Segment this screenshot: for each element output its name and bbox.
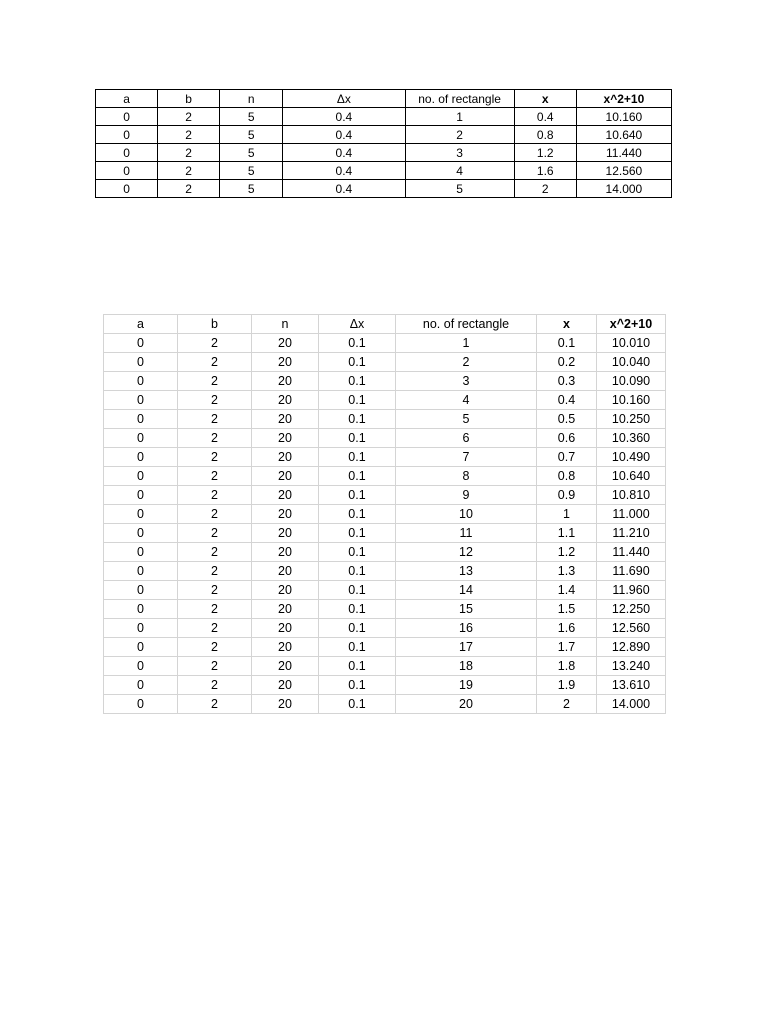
column-header-a: a bbox=[96, 90, 158, 108]
table-cell: 2 bbox=[158, 180, 220, 198]
rectangle-table-n5 bbox=[95, 89, 672, 198]
table-row bbox=[104, 619, 666, 638]
table-cell: 0.1 bbox=[319, 410, 396, 429]
table-cell: 0 bbox=[104, 600, 178, 619]
table-cell: 0 bbox=[104, 334, 178, 353]
table-cell: 2 bbox=[178, 619, 252, 638]
table-cell: 0.1 bbox=[319, 562, 396, 581]
table-cell: 1.3 bbox=[537, 562, 597, 581]
table-cell: 20 bbox=[252, 448, 319, 467]
table-cell: 8 bbox=[396, 467, 537, 486]
table-cell: 20 bbox=[252, 353, 319, 372]
table-cell: 11.440 bbox=[597, 543, 666, 562]
table-cell: 11.000 bbox=[597, 505, 666, 524]
table-cell: 20 bbox=[252, 543, 319, 562]
table-cell: 1.5 bbox=[537, 600, 597, 619]
table-cell: 20 bbox=[252, 429, 319, 448]
table-cell: 4 bbox=[405, 162, 514, 180]
table-row bbox=[104, 391, 666, 410]
table-row bbox=[104, 372, 666, 391]
table-cell: 0.1 bbox=[319, 543, 396, 562]
table-cell: 1.7 bbox=[537, 638, 597, 657]
table-cell: 20 bbox=[252, 638, 319, 657]
column-header-function-value: x^2+10 bbox=[576, 90, 671, 108]
table-cell: 0 bbox=[104, 486, 178, 505]
table-cell: 2 bbox=[178, 410, 252, 429]
table-cell: 13 bbox=[396, 562, 537, 581]
table-cell: 3 bbox=[405, 144, 514, 162]
table-cell: 17 bbox=[396, 638, 537, 657]
table-cell: 7 bbox=[396, 448, 537, 467]
table-cell: 19 bbox=[396, 676, 537, 695]
table-cell: 0 bbox=[104, 448, 178, 467]
table-cell: 0.1 bbox=[319, 581, 396, 600]
table-cell: 2 bbox=[178, 695, 252, 714]
table-cell: 0 bbox=[104, 695, 178, 714]
table-cell: 0.1 bbox=[319, 657, 396, 676]
table-cell: 0.3 bbox=[537, 372, 597, 391]
table-cell: 1.8 bbox=[537, 657, 597, 676]
table-row bbox=[104, 467, 666, 486]
table-cell: 2 bbox=[178, 581, 252, 600]
table-row bbox=[96, 144, 672, 162]
table-cell: 16 bbox=[396, 619, 537, 638]
table-row bbox=[104, 638, 666, 657]
table-cell: 0 bbox=[104, 524, 178, 543]
table-cell: 5 bbox=[220, 108, 283, 126]
table-cell: 0 bbox=[104, 410, 178, 429]
table-cell: 3 bbox=[396, 372, 537, 391]
table-cell: 2 bbox=[178, 600, 252, 619]
table-cell: 2 bbox=[178, 562, 252, 581]
table-cell: 0 bbox=[96, 108, 158, 126]
table-cell: 0 bbox=[104, 372, 178, 391]
table-cell: 13.610 bbox=[597, 676, 666, 695]
table-row bbox=[104, 353, 666, 372]
rectangle-table-n20 bbox=[103, 314, 666, 714]
table-cell: 20 bbox=[252, 410, 319, 429]
table-cell: 0 bbox=[104, 467, 178, 486]
column-header-x: x bbox=[537, 315, 597, 334]
column-header-n: n bbox=[220, 90, 283, 108]
column-header-b: b bbox=[178, 315, 252, 334]
table-row bbox=[104, 695, 666, 714]
table-row bbox=[96, 180, 672, 198]
table-cell: 0.4 bbox=[283, 126, 405, 144]
table-cell: 0.1 bbox=[319, 505, 396, 524]
table-row bbox=[104, 581, 666, 600]
table-row bbox=[104, 410, 666, 429]
table-cell: 1.6 bbox=[514, 162, 576, 180]
table-cell: 10.010 bbox=[597, 334, 666, 353]
table-cell: 1 bbox=[537, 505, 597, 524]
table-cell: 10.490 bbox=[597, 448, 666, 467]
table-cell: 10 bbox=[396, 505, 537, 524]
table-cell: 20 bbox=[252, 581, 319, 600]
table-cell: 0.1 bbox=[319, 676, 396, 695]
table-row bbox=[104, 505, 666, 524]
table-cell: 5 bbox=[220, 162, 283, 180]
table-cell: 0.1 bbox=[319, 638, 396, 657]
column-header-a: a bbox=[104, 315, 178, 334]
table-cell: 0.4 bbox=[514, 108, 576, 126]
table-cell: 2 bbox=[178, 372, 252, 391]
table-cell: 9 bbox=[396, 486, 537, 505]
table-cell: 1 bbox=[405, 108, 514, 126]
table-cell: 5 bbox=[405, 180, 514, 198]
table-row bbox=[104, 543, 666, 562]
table-cell: 2 bbox=[158, 126, 220, 144]
table-cell: 5 bbox=[220, 126, 283, 144]
table-cell: 1.4 bbox=[537, 581, 597, 600]
table-cell: 11.440 bbox=[576, 144, 671, 162]
column-header-n: n bbox=[252, 315, 319, 334]
table-cell: 0.4 bbox=[283, 180, 405, 198]
table-cell: 20 bbox=[252, 695, 319, 714]
table-cell: 20 bbox=[252, 334, 319, 353]
table-cell: 2 bbox=[178, 429, 252, 448]
table-cell: 2 bbox=[178, 467, 252, 486]
table-cell: 11.690 bbox=[597, 562, 666, 581]
table-cell: 5 bbox=[396, 410, 537, 429]
table-cell: 12.890 bbox=[597, 638, 666, 657]
table-cell: 2 bbox=[178, 353, 252, 372]
table-cell: 2 bbox=[178, 543, 252, 562]
table-cell: 0.1 bbox=[537, 334, 597, 353]
table-row bbox=[104, 486, 666, 505]
table-cell: 14 bbox=[396, 581, 537, 600]
table-cell: 10.090 bbox=[597, 372, 666, 391]
table-cell: 0 bbox=[104, 657, 178, 676]
table-header bbox=[96, 90, 672, 108]
table-cell: 2 bbox=[396, 353, 537, 372]
table-cell: 12.250 bbox=[597, 600, 666, 619]
column-header-delta-x: Δx bbox=[319, 315, 396, 334]
table-cell: 2 bbox=[178, 638, 252, 657]
table-row bbox=[104, 676, 666, 695]
table-cell: 0.1 bbox=[319, 448, 396, 467]
table-header bbox=[104, 315, 666, 334]
table-cell: 11.960 bbox=[597, 581, 666, 600]
table-cell: 0 bbox=[104, 505, 178, 524]
table-cell: 12 bbox=[396, 543, 537, 562]
table-cell: 0 bbox=[104, 353, 178, 372]
table-row bbox=[104, 334, 666, 353]
table-cell: 20 bbox=[252, 676, 319, 695]
table-cell: 11 bbox=[396, 524, 537, 543]
table-cell: 1.2 bbox=[537, 543, 597, 562]
table-cell: 10.040 bbox=[597, 353, 666, 372]
table-cell: 0 bbox=[104, 562, 178, 581]
table-cell: 1.2 bbox=[514, 144, 576, 162]
table-row bbox=[104, 600, 666, 619]
table-cell: 10.250 bbox=[597, 410, 666, 429]
table-cell: 14.000 bbox=[576, 180, 671, 198]
table-cell: 1.6 bbox=[537, 619, 597, 638]
table-cell: 2 bbox=[178, 657, 252, 676]
table-cell: 20 bbox=[396, 695, 537, 714]
table-cell: 2 bbox=[178, 391, 252, 410]
table-cell: 2 bbox=[537, 695, 597, 714]
column-header-delta-x: Δx bbox=[283, 90, 405, 108]
table-cell: 6 bbox=[396, 429, 537, 448]
table-cell: 10.810 bbox=[597, 486, 666, 505]
table-cell: 10.360 bbox=[597, 429, 666, 448]
table-cell: 20 bbox=[252, 372, 319, 391]
table-cell: 0.4 bbox=[283, 108, 405, 126]
table-row bbox=[104, 429, 666, 448]
table-body bbox=[96, 108, 672, 198]
table-cell: 0 bbox=[104, 543, 178, 562]
table-cell: 5 bbox=[220, 180, 283, 198]
table-row bbox=[104, 524, 666, 543]
table-cell: 13.240 bbox=[597, 657, 666, 676]
table-cell: 0.1 bbox=[319, 486, 396, 505]
table-cell: 0.8 bbox=[537, 467, 597, 486]
header-row bbox=[104, 315, 666, 334]
table-cell: 2 bbox=[178, 448, 252, 467]
table-row bbox=[96, 126, 672, 144]
table-cell: 0.5 bbox=[537, 410, 597, 429]
table-cell: 10.160 bbox=[597, 391, 666, 410]
table-cell: 4 bbox=[396, 391, 537, 410]
table-cell: 15 bbox=[396, 600, 537, 619]
table-cell: 20 bbox=[252, 562, 319, 581]
table-cell: 0.7 bbox=[537, 448, 597, 467]
table-cell: 0 bbox=[104, 676, 178, 695]
table-cell: 20 bbox=[252, 524, 319, 543]
table-cell: 2 bbox=[158, 162, 220, 180]
table-cell: 0.1 bbox=[319, 353, 396, 372]
table-cell: 0.4 bbox=[537, 391, 597, 410]
table-cell: 20 bbox=[252, 505, 319, 524]
table-cell: 2 bbox=[158, 144, 220, 162]
table-cell: 0 bbox=[104, 638, 178, 657]
table-cell: 2 bbox=[178, 676, 252, 695]
table-cell: 10.640 bbox=[597, 467, 666, 486]
table-cell: 1.1 bbox=[537, 524, 597, 543]
column-header-rectangle-number: no. of rectangle bbox=[396, 315, 537, 334]
table-row bbox=[104, 562, 666, 581]
table-cell: 0.9 bbox=[537, 486, 597, 505]
table-row bbox=[104, 657, 666, 676]
table-cell: 0.1 bbox=[319, 695, 396, 714]
table-cell: 20 bbox=[252, 486, 319, 505]
table-cell: 0.1 bbox=[319, 467, 396, 486]
table-cell: 20 bbox=[252, 600, 319, 619]
column-header-rectangle-number: no. of rectangle bbox=[405, 90, 514, 108]
table-cell: 0 bbox=[96, 126, 158, 144]
table-cell: 0.1 bbox=[319, 429, 396, 448]
table-cell: 0.1 bbox=[319, 524, 396, 543]
table-cell: 0.1 bbox=[319, 600, 396, 619]
table-cell: 0 bbox=[104, 581, 178, 600]
table-cell: 11.210 bbox=[597, 524, 666, 543]
column-header-x: x bbox=[514, 90, 576, 108]
table-cell: 18 bbox=[396, 657, 537, 676]
table-cell: 1.9 bbox=[537, 676, 597, 695]
table-body bbox=[104, 334, 666, 714]
table-cell: 0 bbox=[96, 144, 158, 162]
table-cell: 0 bbox=[104, 429, 178, 448]
table-cell: 0.2 bbox=[537, 353, 597, 372]
table-cell: 0 bbox=[96, 162, 158, 180]
table-cell: 0.1 bbox=[319, 334, 396, 353]
table-cell: 2 bbox=[178, 486, 252, 505]
column-header-b: b bbox=[158, 90, 220, 108]
table-cell: 0 bbox=[96, 180, 158, 198]
table-cell: 2 bbox=[158, 108, 220, 126]
table-cell: 10.640 bbox=[576, 126, 671, 144]
table-cell: 12.560 bbox=[576, 162, 671, 180]
table-cell: 2 bbox=[514, 180, 576, 198]
table-cell: 1 bbox=[396, 334, 537, 353]
column-header-function-value: x^2+10 bbox=[597, 315, 666, 334]
table-cell: 0.1 bbox=[319, 391, 396, 410]
table-cell: 10.160 bbox=[576, 108, 671, 126]
table-cell: 2 bbox=[178, 505, 252, 524]
table-cell: 2 bbox=[178, 334, 252, 353]
table-row bbox=[104, 448, 666, 467]
table-cell: 2 bbox=[178, 524, 252, 543]
table-cell: 0.6 bbox=[537, 429, 597, 448]
table-cell: 20 bbox=[252, 467, 319, 486]
table-cell: 20 bbox=[252, 391, 319, 410]
table-cell: 0.4 bbox=[283, 162, 405, 180]
table-cell: 12.560 bbox=[597, 619, 666, 638]
table-cell: 20 bbox=[252, 619, 319, 638]
table-cell: 0.1 bbox=[319, 619, 396, 638]
table-cell: 0 bbox=[104, 619, 178, 638]
header-row bbox=[96, 90, 672, 108]
table-cell: 2 bbox=[405, 126, 514, 144]
table-cell: 5 bbox=[220, 144, 283, 162]
table-cell: 0.8 bbox=[514, 126, 576, 144]
table-cell: 20 bbox=[252, 657, 319, 676]
table-cell: 0 bbox=[104, 391, 178, 410]
table-row bbox=[96, 108, 672, 126]
table-row bbox=[96, 162, 672, 180]
table-cell: 14.000 bbox=[597, 695, 666, 714]
table-cell: 0.4 bbox=[283, 144, 405, 162]
table-cell: 0.1 bbox=[319, 372, 396, 391]
